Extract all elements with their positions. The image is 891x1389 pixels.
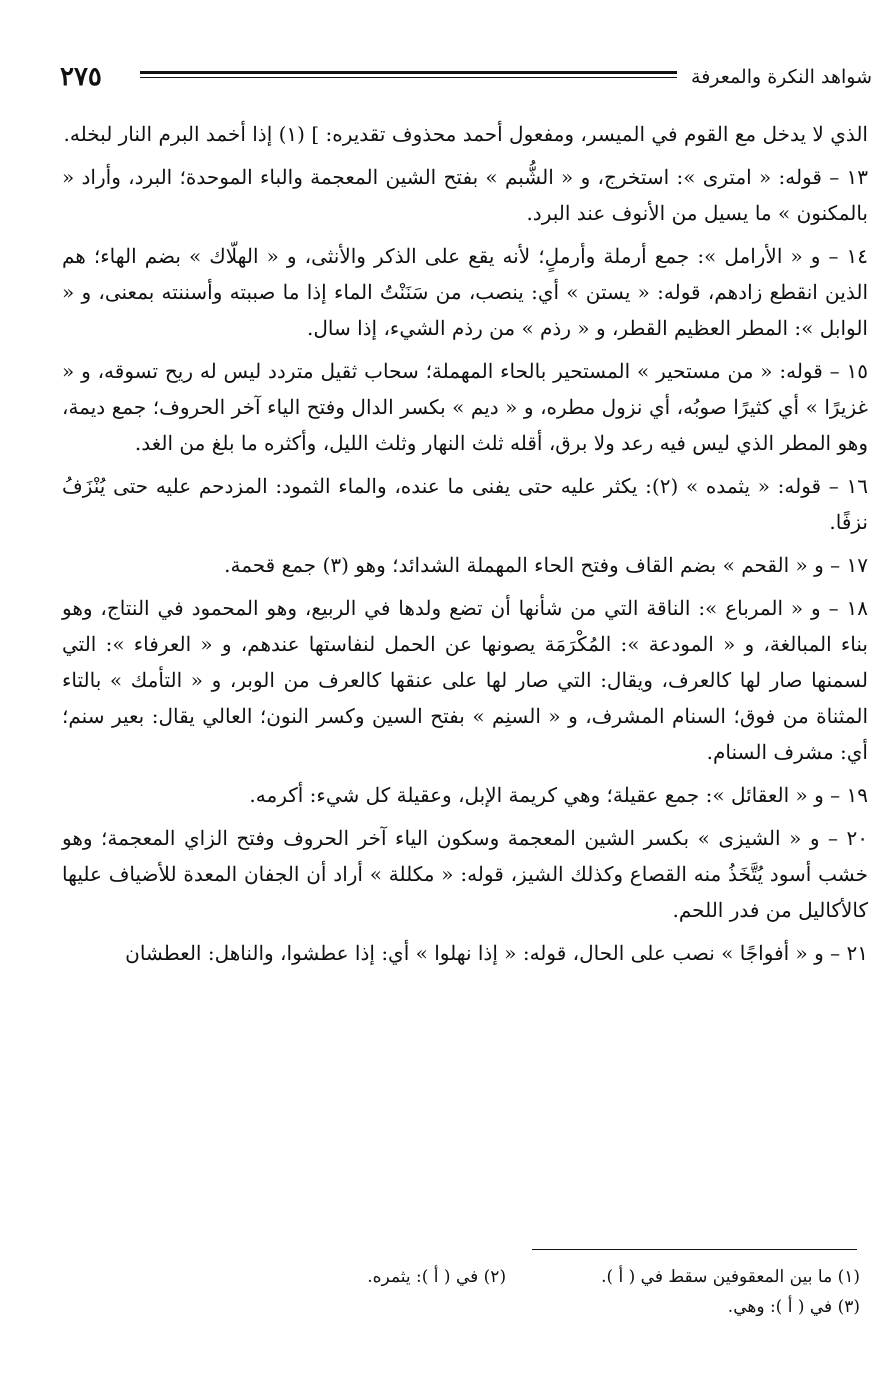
paragraph-17: ١٧ – و « القحم » بضم القاف وفتح الحاء المهملة الشدائد؛ وهو (٣) جمع قحمة. xyxy=(224,553,868,577)
footnotes xyxy=(180,1262,860,1322)
paragraph-16: ١٦ – قوله: « يثمده » (٢): يكثر عليه حتى يفنى ما عنده، والماء الثمود: المزدحم عليه حتى يُنْزَفُ نزفًا. xyxy=(62,474,868,534)
page-number: ٢٧٥ xyxy=(60,62,102,92)
paragraph-13: ١٣ – قوله: « امترى »: استخرج، و « الشُّبم » بفتح الشين المعجمة والباء الموحدة؛ البرد، وأراد « بالمكنون » ما يسيل من الأنوف عند البرد. xyxy=(62,165,868,225)
paragraph-19: ١٩ – و « العقائل »: جمع عقيلة؛ وهي كريمة الإبل، وعقيلة كل شيء: أكرمه. xyxy=(249,783,868,807)
footnote-row xyxy=(180,1292,860,1322)
running-title: شواهد النكرة والمعرفة xyxy=(691,66,872,88)
paragraph-21: ٢١ – و « أفواجًا » نصب على الحال، قوله: « إذا نهلوا » أي: إذا عطشوا، والناهل: العطشان xyxy=(125,941,868,965)
footnote-row xyxy=(180,1262,860,1292)
page-header xyxy=(52,62,872,98)
footnote-2: (٢) في ( أ ): يثمره. xyxy=(367,1267,507,1287)
paragraph-14: ١٤ – و « الأرامل »: جمع أرملة وأرملٍ؛ لأنه يقع على الذكر والأنثى، و « الهلّاك » بضم الهاء؛ هم الذين انقطع زادهم، قوله: « يستن » أي: ينصب، من سَنَنْتُ الماء إذا ما صببته وأسننته بمعنى، و « الوابل »: المطر العظيم القطر، و « رذم » من رذم الشيء، إذا سال. xyxy=(62,244,868,340)
paragraph-18: ١٨ – و « المرباع »: الناقة التي من شأنها أن تضع ولدها في الربيع، وهو المحمود في النتاج، وهو بناء المبالغة، و « المودعة »: المُكْرَمَة يصونها عن الحمل لنفاستها عندهم، و « العرفاء »: التي لسمنها صار لها كالعرف، ويقال: التي صار لها على عنقها كالعرف من الوبر، و « التأمك » بالتاء المثناة من فوق؛ السنام المشرف، و « السنِم » بفتح السين وكسر النون؛ العالي يقال: بعير سنم؛ أي: مشرف السنام. xyxy=(62,596,868,764)
footnote-1: (١) ما بين المعقوفين سقط في ( أ ). xyxy=(601,1267,860,1287)
header-rule xyxy=(140,71,677,74)
header-rule-thin xyxy=(140,77,677,78)
paragraph-15: ١٥ – قوله: « من مستحير » المستحير بالحاء المهملة؛ سحاب ثقيل متردد ليس له ريح تسوقه، و « غزيرًا » أي كثيرًا صوبُه، أي نزول مطره، و « ديم » بكسر الدال وفتح الياء آخر الحروف؛ جمع ديمة، وهو المطر الذي ليس فيه رعد ولا برق، أقله ثلث النهار وثلث الليل، وأكثره ما بلغ من الغد. xyxy=(62,359,868,455)
paragraph-continuation: الذي لا يدخل مع القوم في الميسر، ومفعول أحمد محذوف تقديره: ] (١) إذا أخمد البرم النار لبخله. xyxy=(63,122,868,146)
footnote-separator xyxy=(532,1249,857,1250)
paragraph-20: ٢٠ – و « الشيزى » بكسر الشين المعجمة وسكون الياء آخر الحروف وفتح الزاي المعجمة؛ وهو خشب أسود يُتَّخَذُ منه القصاع وكذلك الشيز، قوله: « مكللة » أراد أن الجفان المعدة للأضياف عليها كالأكاليل من فدر اللحم. xyxy=(62,826,868,922)
footnote-3: (٣) في ( أ ): وهي. xyxy=(727,1297,860,1317)
main-text xyxy=(62,116,868,978)
